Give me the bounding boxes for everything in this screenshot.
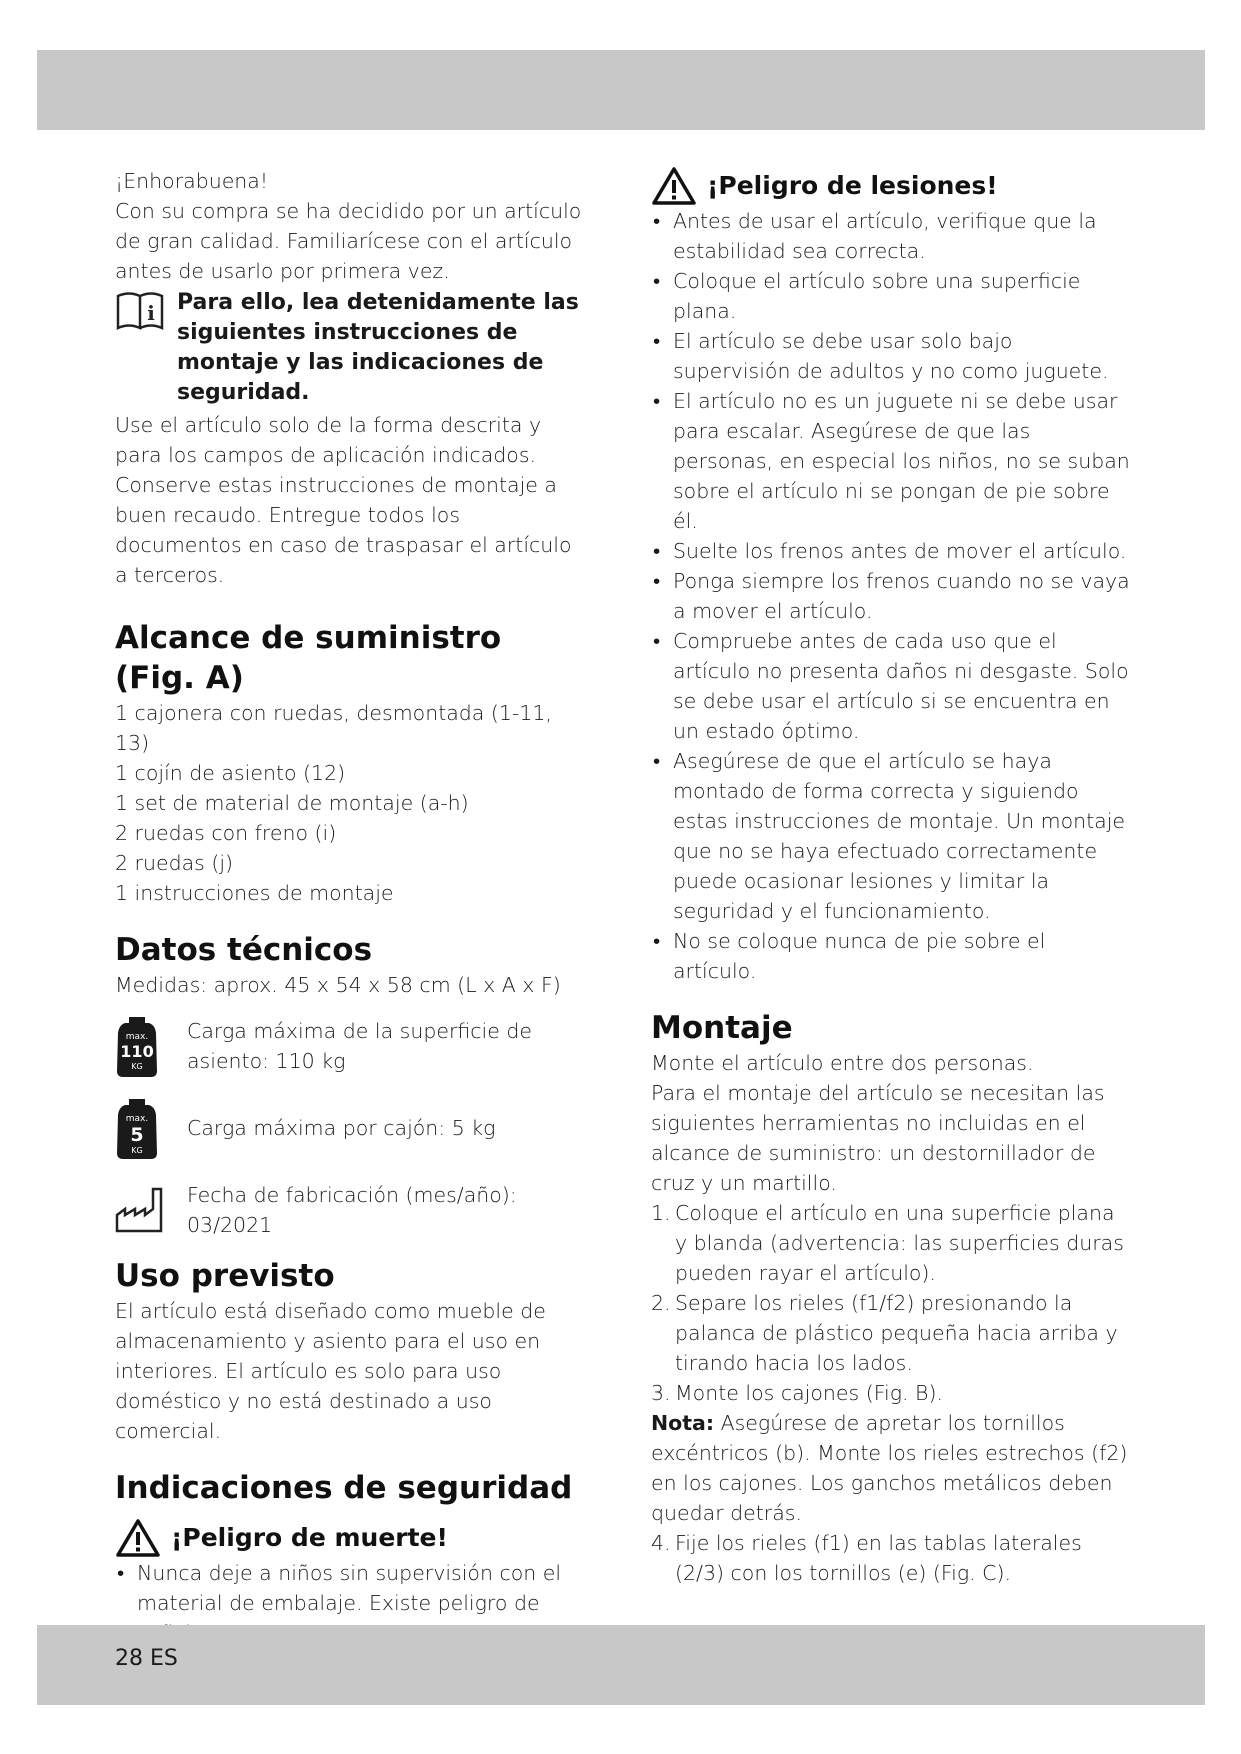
info-notice	[115, 288, 585, 408]
step-text: Fije los rieles (f1) en las tablas laterales (2/3) con los tornillos (e) (Fig. C).	[675, 1531, 1082, 1585]
assembly-step	[651, 1198, 1131, 1288]
death-warning-heading	[115, 1518, 585, 1558]
notice-text: Para ello, lea detenidamente las siguientes instrucciones de montaje y las indicaciones de seguridad.	[177, 290, 579, 405]
drawer-load-text: Carga máxima por cajón: 5 kg	[187, 1116, 496, 1140]
intended-title: Uso previsto	[115, 1258, 335, 1294]
footer-band	[37, 1625, 1205, 1705]
weight-icon-value: 110	[120, 1042, 154, 1061]
svg-text:i: i	[147, 301, 155, 325]
factory-date-icon	[115, 1174, 167, 1246]
manufacture-row	[115, 1174, 585, 1246]
list-item: 1 set de material de montaje (a-h)	[115, 791, 469, 815]
assembly-step	[651, 1378, 1131, 1408]
list-item: • Asegúrese de que el artículo se haya montado de forma correcta y siguiendo estas instrucciones de montaje. Un montaje que no se haya efectuado correctamente puede ocasionar lesiones y limitar la seguridad y el funcionamiento.	[651, 746, 1131, 926]
step-number: 4.	[651, 1531, 671, 1555]
injury-warning-heading	[651, 166, 1131, 206]
list-item: 2 ruedas con freno (i)	[115, 821, 337, 845]
list-item: 1 cajonera con ruedas, desmontada (1-11, 13)	[115, 701, 552, 755]
safety-title: Indicaciones de seguridad	[115, 1470, 573, 1506]
assembly-step	[651, 1288, 1131, 1378]
assembly-title: Montaje	[651, 1010, 793, 1046]
weight-110kg-icon	[115, 1010, 167, 1082]
seat-load-row	[115, 1010, 585, 1082]
list-item: • Coloque el artículo sobre una superficie plana.	[651, 266, 1131, 326]
assembly-step	[651, 1528, 1131, 1588]
note-text: Asegúrese de apretar los tornillos excéntricos (b). Monte los rieles estrechos (f2) en los cajones. Los ganchos metálicos deben quedar detrás.	[651, 1411, 1128, 1525]
assembly-note	[651, 1408, 1131, 1528]
header-band	[37, 50, 1205, 130]
list-item: • Compruebe antes de cada uso que el artículo no presenta daños ni desgaste. Solo se debe usar el artículo si se encuentra en un estado óptimo.	[651, 626, 1131, 746]
seat-load-text: Carga máxima de la superficie de asiento: 110 kg	[187, 1019, 533, 1073]
delivery-list	[115, 698, 585, 908]
weight-icon-unit: KG	[131, 1146, 143, 1155]
manual-info-icon	[115, 288, 167, 336]
tech-title: Datos técnicos	[115, 932, 373, 968]
weight-icon-top: max.	[125, 1032, 149, 1042]
note-label: Nota:	[651, 1411, 715, 1435]
step-text: Separe los rieles (f1/f2) presionando la palanca de plástico pequeña hacia arriba y tirando hacia los lados.	[675, 1291, 1118, 1375]
injury-warning-list	[651, 206, 1131, 986]
death-warning-title: ¡Peligro de muerte!	[171, 1523, 448, 1552]
delivery-title: Alcance de suministro (Fig. A)	[115, 620, 502, 696]
assembly-steps	[651, 1198, 1131, 1408]
step-number: 2.	[651, 1291, 671, 1315]
list-item: 1 cojín de asiento (12)	[115, 761, 346, 785]
list-item: • Antes de usar el artículo, verifique que la estabilidad sea correcta.	[651, 206, 1131, 266]
step-number: 3.	[651, 1381, 671, 1405]
step-text: Coloque el artículo en una superficie plana y blanda (advertencia: las superficies duras pueden rayar el artículo).	[675, 1201, 1124, 1285]
assembly-steps-continued	[651, 1528, 1131, 1588]
injury-warning-title: ¡Peligro de lesiones!	[707, 171, 998, 200]
page-number: 28 ES	[115, 1646, 178, 1671]
step-text: Monte los cajones (Fig. B).	[675, 1381, 943, 1405]
greeting: ¡Enhorabuena!	[115, 169, 269, 193]
intro-text: Con su compra se ha decidido por un artículo de gran calidad. Familiarícese con el artículo antes de usarlo por primera vez.	[115, 199, 582, 283]
intended-text: El artículo está diseñado como mueble de almacenamiento y asiento para el uso en interiores. El artículo es solo para uso doméstico y no está destinado a uso comercial.	[115, 1299, 546, 1443]
list-item: • Nunca deje a niños sin supervisión con el material de embalaje. Existe peligro de	[115, 1558, 585, 1648]
weight-icon-unit: KG	[131, 1062, 143, 1071]
assembly-intro-2: Para el montaje del artículo se necesitan las siguientes herramientas no incluidas en el alcance de suministro: un destornillador de cruz y un martillo.	[651, 1081, 1105, 1195]
usage-text: Use el artículo solo de la forma descrita y para los campos de aplicación indicados. Conserve estas instrucciones de montaje a buen recaudo. Entregue todos los documentos en caso de traspasar el artículo a terceros.	[115, 413, 572, 587]
list-item: 2 ruedas (j)	[115, 851, 234, 875]
warning-icon	[115, 1518, 161, 1558]
dimensions: Medidas: aprox. 45 x 54 x 58 cm (L x A x F)	[115, 973, 561, 997]
left-column	[115, 166, 585, 1648]
step-number: 1.	[651, 1201, 671, 1225]
list-item: 1 instrucciones de montaje	[115, 881, 394, 905]
list-item: • Ponga siempre los frenos cuando no se vaya a mover el artículo.	[651, 566, 1131, 626]
weight-icon-value: 5	[130, 1124, 144, 1146]
list-item: • No se coloque nunca de pie sobre el artículo.	[651, 926, 1131, 986]
list-item: • El artículo se debe usar solo bajo supervisión de adultos y no como juguete.	[651, 326, 1131, 386]
weight-5kg-icon	[115, 1092, 167, 1164]
drawer-load-row	[115, 1092, 585, 1164]
weight-icon-top: max.	[125, 1114, 149, 1124]
right-column	[651, 166, 1131, 1588]
list-item: • Suelte los frenos antes de mover el artículo.	[651, 536, 1131, 566]
assembly-intro-1: Monte el artículo entre dos personas.	[651, 1051, 1034, 1075]
list-item: • El artículo no es un juguete ni se debe usar para escalar. Asegúrese de que las personas, en especial los niños, no se suban sobre el artículo ni se pongan de pie sobre él.	[651, 386, 1131, 536]
warning-icon	[651, 166, 697, 206]
manufacture-text: Fecha de fabricación (mes/año): 03/2021	[187, 1183, 517, 1237]
